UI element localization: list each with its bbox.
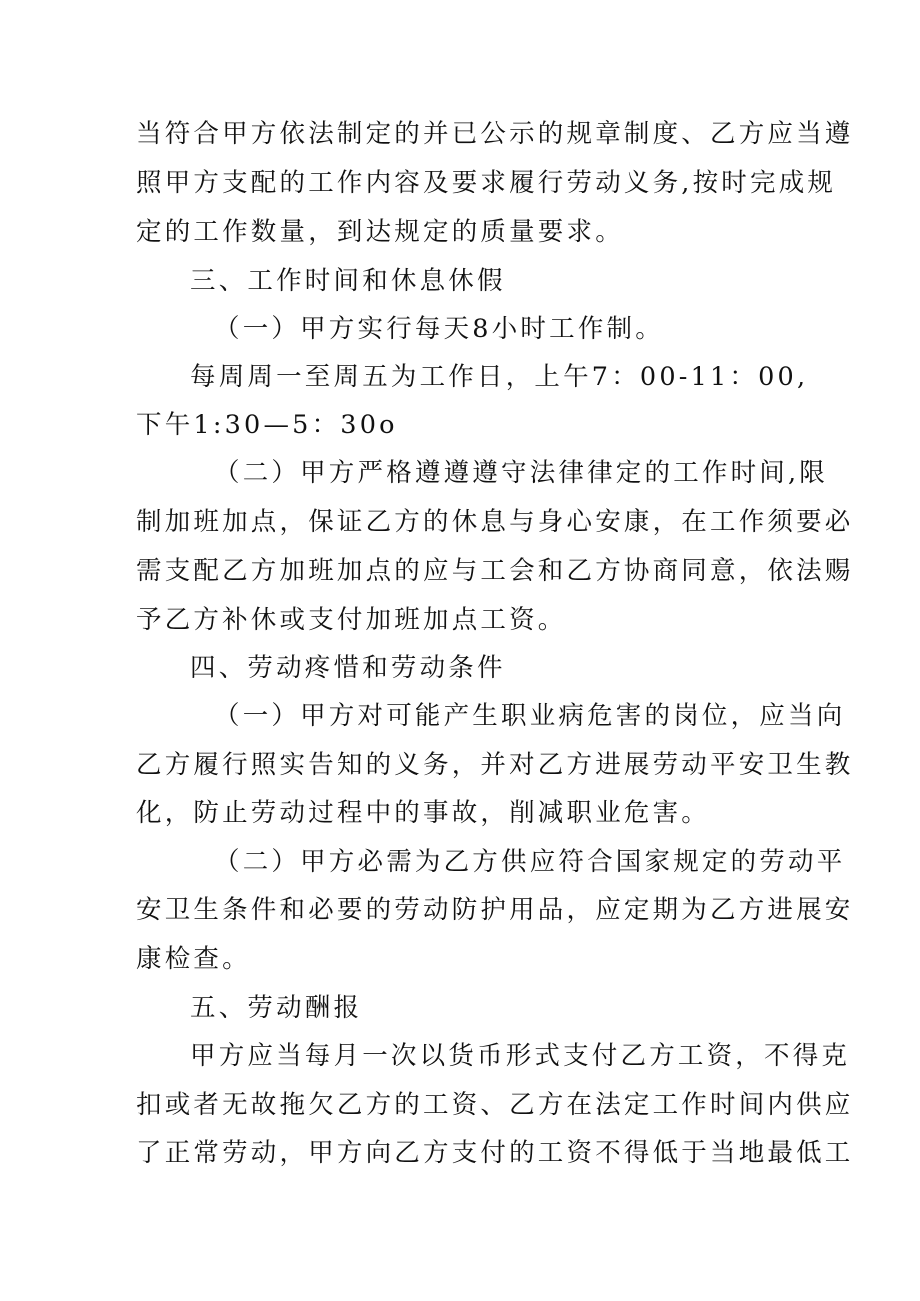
clause-line: （一）甲方对可能产生职业病危害的岗位，应当向 xyxy=(214,701,846,731)
clause-line: （一）甲方实行每天8小时工作制。 xyxy=(214,314,664,344)
paragraph-line: 制加班加点，保证乙方的休息与身心安康，在工作须要必 xyxy=(136,507,854,537)
section-heading: 五、劳动酬报 xyxy=(190,993,363,1023)
paragraph-line: 甲方应当每月一次以货币形式支付乙方工资，不得克 xyxy=(190,1041,851,1071)
paragraph-line: 当符合甲方依法制定的并已公示的规章制度、乙方应当遵 xyxy=(136,119,854,149)
paragraph-line: 安卫生条件和必要的劳动防护用品，应定期为乙方进展安 xyxy=(136,895,854,925)
paragraph-line: 扣或者无故拖欠乙方的工资、乙方在法定工作时间内供应 xyxy=(136,1090,854,1120)
clause-line: （二）甲方严格遵遵遵守法律律定的工作时间,限 xyxy=(214,458,829,488)
section-heading: 三、工作时间和休息休假 xyxy=(190,266,506,296)
paragraph-line: 予乙方补休或支付加班加点工资。 xyxy=(136,605,567,635)
paragraph-line: 照甲方支配的工作内容及要求履行劳动义务,按时完成规 xyxy=(136,168,837,198)
clause-line: （二）甲方必需为乙方供应符合国家规定的劳动平 xyxy=(214,847,846,877)
paragraph-line: 化，防止劳动过程中的事故，削减职业危害。 xyxy=(136,798,711,828)
paragraph-line: 定的工作数量，到达规定的质量要求。 xyxy=(136,217,624,247)
paragraph-line: 了正常劳动，甲方向乙方支付的工资不得低于当地最低工 xyxy=(136,1138,854,1168)
section-heading: 四、劳动疼惜和劳动条件 xyxy=(190,653,506,683)
paragraph-line: 乙方履行照实告知的义务，并对乙方进展劳动平安卫生教 xyxy=(136,750,854,780)
paragraph-line: 每周周一至周五为工作日，上午7：00-11：00, xyxy=(190,362,809,392)
paragraph-line: 康检查。 xyxy=(136,944,251,974)
paragraph-line: 下午1:30—5：30o xyxy=(136,410,398,440)
paragraph-line: 需支配乙方加班加点的应与工会和乙方协商同意，依法赐 xyxy=(136,556,854,586)
